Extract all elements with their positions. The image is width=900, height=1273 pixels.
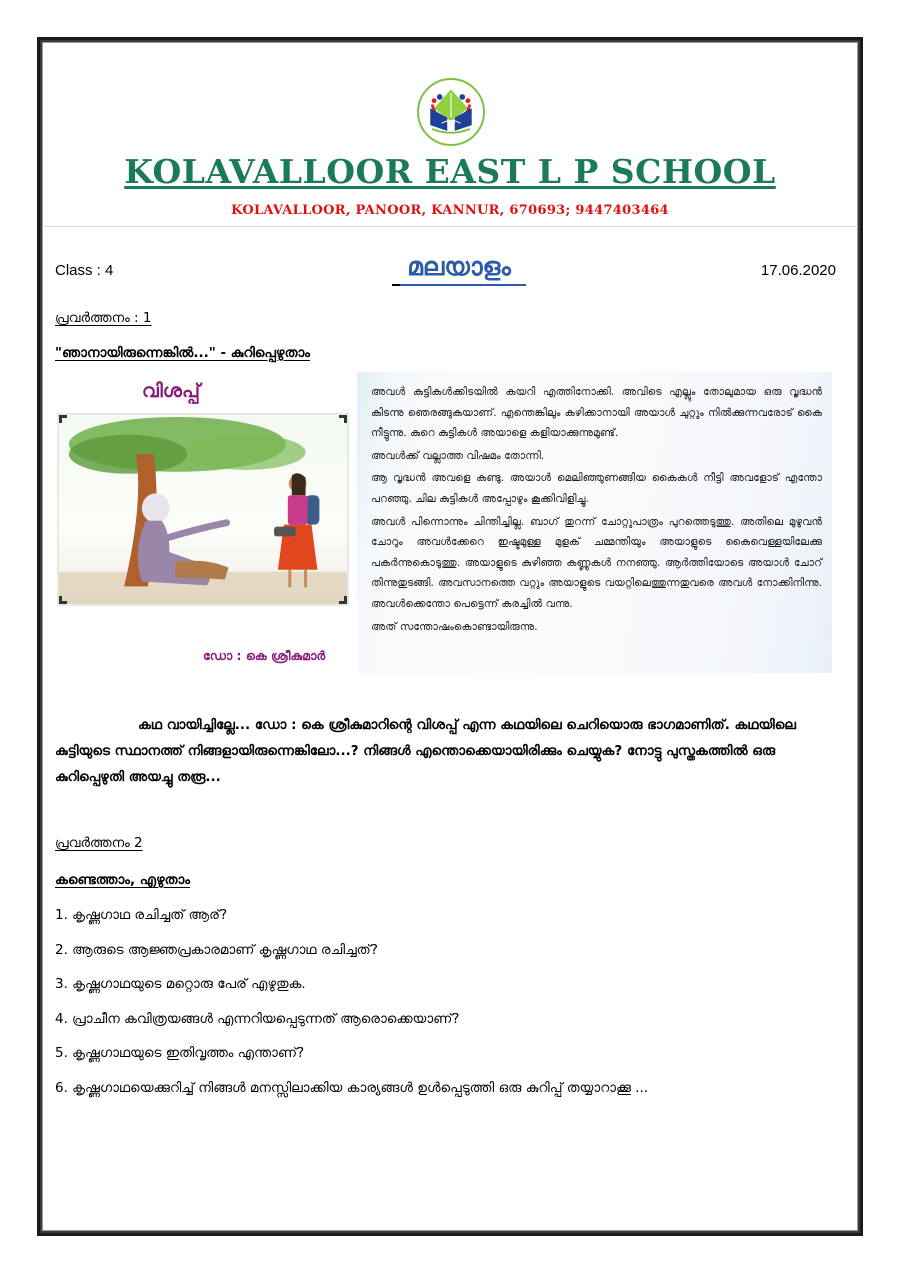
header-divider (42, 226, 858, 227)
question-item: 5. കൃഷ്ണഗാഥയുടെ ഇതിവൃത്തം എന്താണ്? (55, 1045, 305, 1061)
subject-title: മലയാളം (392, 252, 526, 286)
story-paragraph: അവൾ പിന്നൊന്നും ചിന്തിച്ചില്ല. ബാഗ് തുറന്ന് ചോറ്റുപാത്രം പുറത്തെടുത്തു. അതിലെ മുഴുവൻ ചോറും അവൾക്കേറെ ഇഷ്ടമുള്ള മുളക് ചമ്മന്തിയും അയാളുടെ കൈവെള്ളയിലേക്കു പകർന്നുകൊടുത്തു. അയാളുടെ കുഴിഞ്ഞ കണ്ണുകൾ നനഞ്ഞു. ആർത്തിയോടെ അയാൾ ചോറ് തിന്നുതുടങ്ങി. അവസാനത്തെ വറ്റും അയാളുടെ വയറ്റിലെത്തുന്നതുവരെ അവൾ നോക്കിനിന്നു. അവൾക്കെന്തോ പെട്ടെന്ന് കരച്ചിൽ വന്നു. (371, 515, 822, 610)
school-name: KOLAVALLOOR EAST L P SCHOOL (124, 152, 776, 191)
activity-2-heading: പ്രവർത്തനം 2 (55, 835, 143, 851)
question-item: 6. കൃഷ്ണഗാഥയെക്കുറിച്ച് നിങ്ങൾ മനസ്സിലാക്കിയ കാര്യങ്ങൾ ഉൾപ്പെടുത്തി ഒരു കുറിപ്പ് തയ്യാറാക്കൂ ... (55, 1079, 649, 1096)
class-label: Class : 4 (55, 262, 114, 279)
story-illustration-icon (57, 413, 349, 606)
school-address: KOLAVALLOOR, PANOOR, KANNUR, 670693; 9447403464 (231, 203, 669, 218)
story-paragraph: ആ വൃദ്ധൻ അവളെ കണ്ടു. അയാൾ മെലിഞ്ഞുണങ്ങിയ കൈകൾ നീട്ടി അവളോട് എന്തോ പറഞ്ഞു. ചില കുട്ടികൾ അപ്പോഴും കൂക്കിവിളിച്ചു. (371, 472, 822, 505)
activity-1-instruction (55, 712, 845, 790)
date-label: 17.06.2020 (760, 262, 836, 279)
story-paragraph: അവൾക്ക് വല്ലാത്ത വിഷമം തോന്നി. (371, 449, 545, 462)
story-author: ഡോ : കെ ശ്രീകുമാർ (203, 648, 326, 663)
school-emblem-icon (417, 78, 485, 146)
story-paragraph: അവൾ കുട്ടികൾക്കിടയിൽ കയറി എത്തിനോക്കി. അവിടെ എല്ലും തോലുമായ ഒരു വൃദ്ധൻ കിടന്നു ഞെരങ്ങുകയാണ്. എന്തെങ്കിലും കഴിക്കാനായി അയാൾ ചുറ്റും നിൽക്കുന്നവരോട് കൈ നീട്ടുന്നു. കുറെ കുട്ടികൾ അയാളെ കളിയാക്കുന്നുമുണ്ട്. (371, 386, 822, 440)
question-item: 1. കൃഷ്ണഗാഥ രചിച്ചത് ആര്? (55, 907, 228, 923)
story-excerpt-panel (357, 372, 832, 673)
question-item: 3. കൃഷ്ണഗാഥയുടെ മറ്റൊരു പേര് എഴുതുക. (55, 976, 306, 992)
question-item: 2. ആരുടെ ആജ്ഞപ്രകാരമാണ് കൃഷ്ണഗാഥ രചിച്ചത്? (55, 941, 378, 958)
question-item: 4. പ്രാചീന കവിത്രയങ്ങൾ എന്നറിയപ്പെടുന്നത് ആരൊക്കെയാണ്? (55, 1010, 460, 1027)
instruction-text: കഥ വായിച്ചില്ലേ... ഡോ : കെ ശ്രീകുമാറിന്റെ വിശപ്പ് എന്ന കഥയിലെ ചെറിയൊരു ഭാഗമാണിത്. കഥയിലെ കുട്ടിയുടെ സ്ഥാനത്ത് നിങ്ങളായിരുന്നെങ്കിലോ...? നിങ്ങൾ എന്തൊക്കെയായിരിക്കും ചെയ്യുക? നോട്ടു പുസ്തകത്തിൽ ഒരു കുറിപ്പെഴുതി അയച്ചു തരൂ... (55, 717, 796, 785)
question-list (55, 905, 845, 1112)
story-paragraph: അത് സന്തോഷംകൊണ്ടായിരുന്നു. (371, 620, 538, 633)
activity-1-task: "ഞാനായിരുന്നെങ്കിൽ..." - കുറിപ്പെഴുതാം (55, 345, 310, 361)
activity-2-task: കണ്ടെത്താം, എഴുതാം (55, 872, 191, 888)
story-title: വിശപ്പ് (142, 380, 200, 402)
activity-1-heading: പ്രവർത്തനം : 1 (55, 310, 152, 326)
